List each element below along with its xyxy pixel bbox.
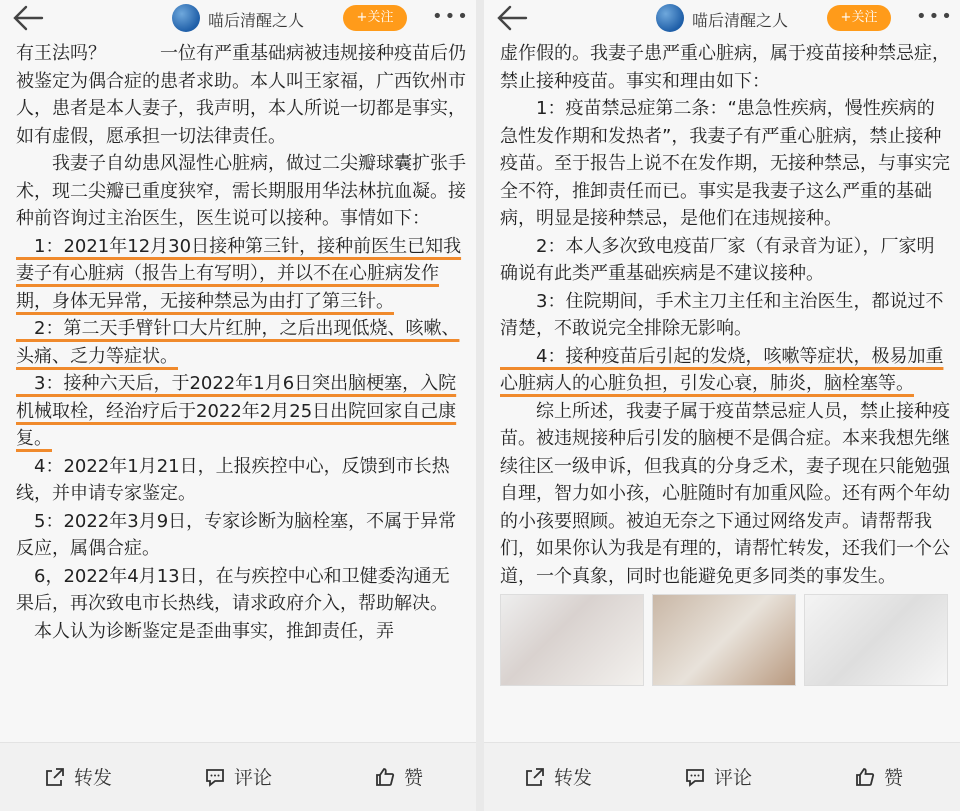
follow-button[interactable]: +关注 [343, 5, 407, 31]
back-arrow-icon[interactable] [496, 4, 530, 32]
avatar[interactable] [172, 4, 200, 32]
image-thumbnail[interactable] [500, 594, 644, 686]
post-header [0, 0, 476, 38]
username[interactable]: 喵后清醒之人 [208, 11, 305, 30]
comment-icon [684, 766, 706, 788]
action-bar [484, 742, 960, 811]
paragraph: 本人认为诊断鉴定是歪曲事实，推卸责任，弄 [16, 620, 394, 642]
paragraph: 虚作假的。我妻子患严重心脏病，属于疫苗接种禁忌症，禁止接种疫苗。事实和理由如下： [500, 43, 950, 92]
more-options-icon[interactable]: ••• [432, 6, 470, 27]
paragraph: 3：接种六天后，于2022年1月6日突出脑梗塞，入院机械取栓，经治疗后于2022年2月25日出院回家自己康复。 [16, 373, 457, 449]
paragraph: 6，2022年4月13日，在与疾控中心和卫健委沟通无果后，再次致电市长热线，请求政府介入，帮助解决。 [16, 565, 450, 614]
comment-icon [204, 766, 226, 788]
image-thumbnail[interactable] [652, 594, 796, 686]
repost-icon [44, 766, 66, 788]
paragraph: 4：接种疫苗后引起的发烧，咳嗽等症状，极易加重心脏病人的心脏负担，引发心衰，肺炎，脑栓塞等。 [500, 345, 944, 394]
username[interactable]: 喵后清醒之人 [692, 11, 789, 30]
like-button[interactable] [374, 763, 423, 790]
paragraph: 有王法吗？ 一位有严重基础病被违规接种疫苗后仍被鉴定为偶合症的患者求助。本人叫王家福，广西钦州市人，患者是本人妻子，我声明，本人所说一切都是事实，如有虚假，愿承担一切法律责任。 [16, 43, 466, 147]
paragraph: 我妻子自幼患风湿性心脏病，做过二尖瓣球囊扩张手术，现二尖瓣已重度狭窄，需长期服用华法林抗血凝。接种前咨询过主治医生，医生说可以接种。事情如下： [16, 153, 466, 229]
comment-label: 评论 [234, 767, 273, 789]
repost-label: 转发 [74, 767, 113, 789]
paragraph: 3：住院期间，手术主刀主任和主治医生，都说过不清楚，不敢说完全排除无影响。 [500, 290, 944, 339]
repost-button[interactable] [524, 763, 592, 790]
image-thumbnail[interactable] [804, 594, 948, 686]
repost-icon [524, 766, 546, 788]
thumbs-up-icon [374, 766, 396, 788]
comment-label: 评论 [714, 767, 753, 789]
repost-label: 转发 [554, 767, 593, 789]
paragraph: 5：2022年3月9日，专家诊断为脑栓塞，不属于异常反应，属偶合症。 [16, 510, 457, 559]
paragraph: 综上所述，我妻子属于疫苗禁忌症人员，禁止接种疫苗。被违规接种后引发的脑梗不是偶合症。本来我想先继续往区一级申诉，但我真的分身乏术，妻子现在只能勉强自理，智力如小孩，心脏随时有加重风险。还有两个年幼的小孩要照顾。被迫无奈之下通过网络发声。请帮帮我们，如果你认为我是有理的，请帮忙转发，还我们一个公道，一个真象，同时也能避免更多同类的事发生。 [500, 400, 950, 587]
avatar[interactable] [656, 4, 684, 32]
like-button[interactable] [854, 763, 903, 790]
follow-button[interactable]: +关注 [827, 5, 891, 31]
thumbs-up-icon [854, 766, 876, 788]
post-panel-left [0, 0, 476, 811]
post-content [500, 40, 950, 742]
paragraph: 1：疫苗禁忌症第二条：“患急性疾病，慢性疾病的急性发作期和发热者”，我妻子有严重心脏病，禁止接种疫苗。至于报告上说不在发作期，无接种禁忌，与事实完全不符，推卸责任而已。事实是我妻子这么严重的基础病，明显是接种禁忌，是他们在违规接种。 [500, 98, 950, 229]
paragraph: 2：第二天手臂针口大片红肿，之后出现低烧、咳嗽、头痛、乏力等症状。 [16, 318, 460, 367]
like-label: 赞 [884, 767, 904, 789]
paragraph: 4：2022年1月21日，上报疾控中心，反馈到市长热线，并申请专家鉴定。 [16, 455, 450, 504]
like-label: 赞 [404, 767, 424, 789]
action-bar [0, 742, 476, 811]
repost-button[interactable] [44, 763, 112, 790]
paragraph: 2：本人多次致电疫苗厂家（有录音为证），厂家明确说有此类严重基础疾病是不建议接种。 [500, 235, 935, 284]
paragraph: 1：2021年12月30日接种第三针，接种前医生已知我妻子有心脏病（报告上有写明），并以不在心脏病发作期，身体无异常，无接种禁忌为由打了第三针。 [16, 235, 462, 312]
post-header [484, 0, 960, 38]
back-arrow-icon[interactable] [12, 4, 46, 32]
comment-button[interactable] [684, 763, 752, 790]
post-content [16, 40, 466, 742]
post-panel-right [484, 0, 960, 811]
comment-button[interactable] [204, 763, 272, 790]
image-gallery [500, 594, 950, 686]
more-options-icon[interactable]: ••• [916, 6, 954, 27]
